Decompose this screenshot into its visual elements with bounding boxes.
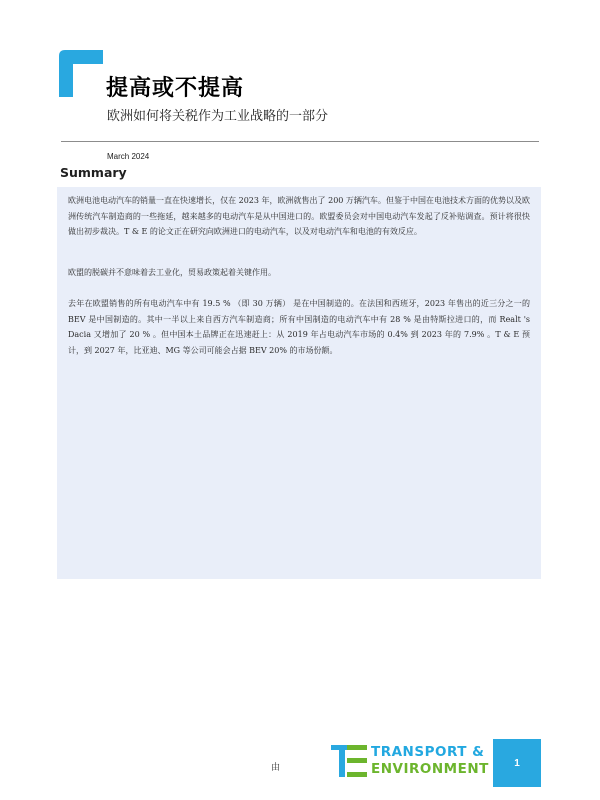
page-title: 提高或不提高 bbox=[106, 76, 245, 101]
summary-paragraph-2: 欧盟的脱碳并不意味着去工业化，贸易政策起着关键作用。 bbox=[68, 268, 276, 277]
page-number: 1 bbox=[514, 757, 520, 769]
te-logo-icon bbox=[331, 743, 367, 779]
page-subtitle: 欧洲如何将关税作为工业战略的一部分 bbox=[107, 109, 329, 124]
summary-box bbox=[57, 187, 541, 579]
summary-paragraph-3: 去年在欧盟销售的所有电动汽车中有 19.5 % （即 30 万辆） 是在中国制造的。在法国和西班牙，2023 年售出的近三分之一的 BEV 是中国制造的。其中一半以上来自西方汽车制造商；所有中国制造的电动汽车中有 28 % 是由特斯拉进口的，而 Realt 's Dacia 又增加了 20 % 。但中国本土品牌正在迅速赶上：从 2019 年占电动汽车市场的 0.4% 到 2023 年的 7.9% 。T & E 预计，到 2027 年，比亚迪、MG 等公司可能会占据 BEV 20% 的市场份额。 bbox=[68, 299, 530, 355]
logo-word-environment: ENVIRONMENT bbox=[371, 761, 489, 777]
page-number-tab bbox=[493, 739, 541, 787]
corner-bracket-logo bbox=[59, 50, 103, 97]
footer-center-char: 由 bbox=[271, 763, 281, 773]
summary-heading: Summary bbox=[60, 165, 127, 180]
logo-word-transport: TRANSPORT & bbox=[371, 744, 485, 760]
header-divider bbox=[61, 141, 539, 142]
summary-paragraph-1: 欧洲电池电动汽车的销量一直在快速增长，仅在 2023 年，欧洲就售出了 200 万辆汽车。但鉴于中国在电池技术方面的优势以及欧洲传统汽车制造商的一些拖延，越来越多的电动汽车是从中国进口的。欧盟委员会对中国电动汽车发起了反补贴调查。预计将很快做出初步裁决。T & E 的论文正在研究向欧洲进口的电动汽车，以及对电动汽车和电池的有效反应。 bbox=[68, 196, 530, 236]
transport-environment-logo bbox=[331, 743, 491, 781]
publication-date: March 2024 bbox=[107, 152, 150, 161]
